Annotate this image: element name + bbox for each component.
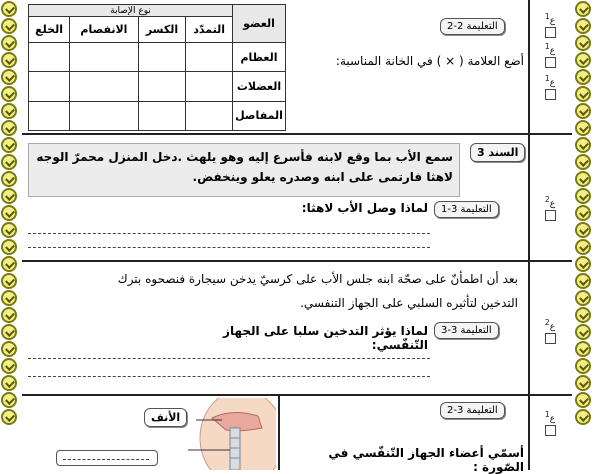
border-ring-icon	[575, 273, 591, 289]
diagram-answer-box[interactable]	[56, 450, 158, 466]
score-number: 1	[544, 42, 550, 51]
border-ring-icon	[1, 375, 17, 391]
border-ring-icon	[1, 1, 17, 17]
score-box-2	[538, 195, 562, 221]
question-section-1	[22, 0, 572, 135]
border-ring-icon	[575, 154, 591, 170]
answer-cell[interactable]	[29, 72, 70, 101]
instruction-text-4: أسمّي أعضاء الجهاز التّنفّسي في الصّورة :	[328, 446, 524, 474]
border-ring-icon	[1, 205, 17, 221]
score-number: 2	[544, 318, 550, 327]
border-ring-icon	[575, 1, 591, 17]
border-ring-icon	[1, 171, 17, 187]
border-ring-icon	[575, 171, 591, 187]
instruction-tag-3-3: التعليمة 3-3	[434, 322, 499, 339]
border-ring-icon	[1, 137, 17, 153]
score-box-4	[538, 410, 562, 436]
respiratory-system-diagram	[172, 398, 276, 470]
border-ring-icon	[575, 188, 591, 204]
question-section-3	[22, 262, 572, 396]
score-box-3	[538, 318, 562, 344]
border-ring-icon	[1, 18, 17, 34]
border-ring-icon	[1, 69, 17, 85]
answer-cell[interactable]	[138, 43, 186, 72]
document-box	[28, 143, 460, 197]
border-ring-icon	[575, 392, 591, 408]
border-ring-icon	[575, 358, 591, 374]
question-section-2	[22, 135, 572, 262]
score-number: 1	[544, 74, 550, 83]
border-ring-icon	[1, 222, 17, 238]
instruction-tag-3-1: التعليمة 3-1	[434, 201, 499, 218]
answer-cell[interactable]	[70, 72, 139, 101]
diagram-label-nose: الأنف	[144, 408, 187, 427]
injury-type-rupture: الانفصام	[70, 17, 139, 43]
border-ring-icon	[1, 324, 17, 340]
border-ring-icon	[1, 256, 17, 272]
border-ring-icon	[1, 52, 17, 68]
score-label: ع	[549, 414, 556, 424]
score-box-1b	[538, 42, 562, 68]
right-decorative-border	[574, 0, 596, 470]
score-label: ع	[549, 16, 556, 26]
border-ring-icon	[1, 392, 17, 408]
organ-joints: المفاصل	[233, 101, 286, 130]
border-ring-icon	[575, 239, 591, 255]
document-text-line1: سمع الأب بما وقع لابنه فأسرع إليه وهو يلهث .دخل المنزل محمرّ الوجه	[36, 150, 453, 164]
injury-type-sprain: التمدّد	[186, 17, 233, 43]
answer-cell[interactable]	[138, 72, 186, 101]
answer-line[interactable]	[28, 358, 430, 359]
injury-header: نوع الإصابة	[29, 5, 233, 17]
border-ring-icon	[1, 409, 17, 425]
answer-line[interactable]	[28, 247, 430, 248]
border-ring-icon	[575, 409, 591, 425]
border-ring-icon	[1, 188, 17, 204]
instruction-tag-3-2: التعليمة 3-2	[440, 402, 505, 419]
border-ring-icon	[1, 35, 17, 51]
injury-table	[28, 4, 286, 131]
border-ring-icon	[575, 18, 591, 34]
table-row	[29, 101, 286, 130]
score-column-divider	[528, 135, 530, 260]
border-ring-icon	[575, 290, 591, 306]
border-ring-icon	[575, 52, 591, 68]
text-line-1: بعد أن اطمأنّ على صحّة ابنه جلس الأب على كرسيّ يدخن سيجارة فنصحوه بترك	[117, 272, 518, 286]
border-ring-icon	[1, 86, 17, 102]
score-label: ع	[549, 322, 556, 332]
diagram-divider	[278, 396, 280, 470]
score-box-1	[538, 12, 562, 38]
border-ring-icon	[575, 205, 591, 221]
border-ring-icon	[1, 154, 17, 170]
border-ring-icon	[575, 375, 591, 391]
organ-header: العضو	[233, 5, 286, 43]
border-ring-icon	[1, 103, 17, 119]
instruction-text-3: لماذا يؤثر التدخين سلبا على الجهاز التّنفّسي:	[223, 324, 428, 352]
score-number: 1	[544, 12, 550, 21]
organ-muscles: العضلات	[233, 72, 286, 101]
score-column-divider	[528, 262, 530, 394]
score-label: ع	[549, 199, 556, 209]
score-number: 2	[544, 195, 550, 204]
injury-type-dislocation: الخلع	[29, 17, 70, 43]
answer-cell[interactable]	[70, 43, 139, 72]
table-row	[29, 43, 286, 72]
score-number: 1	[544, 410, 550, 419]
answer-cell[interactable]	[70, 101, 139, 130]
exam-page	[22, 0, 572, 474]
answer-cell[interactable]	[138, 101, 186, 130]
border-ring-icon	[1, 358, 17, 374]
left-decorative-border	[0, 0, 22, 470]
text-line-2: التدخين لتأثيره السلبي على الجهاز التنفسي.	[300, 296, 518, 310]
border-ring-icon	[575, 137, 591, 153]
table-row	[29, 72, 286, 101]
border-ring-icon	[575, 324, 591, 340]
border-ring-icon	[575, 103, 591, 119]
border-ring-icon	[1, 239, 17, 255]
score-label: ع	[549, 46, 556, 56]
answer-line[interactable]	[28, 233, 430, 234]
instruction-text-2: لماذا وصل الأب لاهثا:	[301, 201, 428, 215]
border-ring-icon	[1, 341, 17, 357]
question-section-4	[22, 396, 572, 474]
document-text-line2: لاهثا فارتمى على ابنه وصدره يعلو وينخفض.	[192, 170, 453, 184]
answer-line[interactable]	[28, 376, 430, 377]
organ-bones: العظام	[233, 43, 286, 72]
instruction-tag-2-2: التعليمة 2-2	[440, 18, 505, 35]
border-ring-icon	[575, 307, 591, 323]
answer-cell[interactable]	[29, 43, 70, 72]
answer-cell[interactable]	[186, 43, 233, 72]
border-ring-icon	[1, 273, 17, 289]
score-box-1c	[538, 74, 562, 100]
answer-cell[interactable]	[186, 72, 233, 101]
border-ring-icon	[575, 256, 591, 272]
score-column-divider	[528, 0, 530, 133]
answer-cell[interactable]	[186, 101, 233, 130]
border-ring-icon	[575, 120, 591, 136]
document-tag-3: السند 3	[470, 143, 525, 162]
border-ring-icon	[1, 120, 17, 136]
border-ring-icon	[575, 35, 591, 51]
border-ring-icon	[575, 222, 591, 238]
score-column-divider	[528, 396, 530, 470]
score-label: ع	[549, 78, 556, 88]
border-ring-icon	[1, 290, 17, 306]
border-ring-icon	[1, 307, 17, 323]
border-ring-icon	[575, 341, 591, 357]
border-ring-icon	[575, 69, 591, 85]
border-ring-icon	[575, 86, 591, 102]
instruction-text-1: أضع العلامة ( × ) في الخانة المناسبة:	[335, 54, 524, 68]
answer-cell[interactable]	[29, 101, 70, 130]
injury-type-fracture: الكسر	[138, 17, 186, 43]
